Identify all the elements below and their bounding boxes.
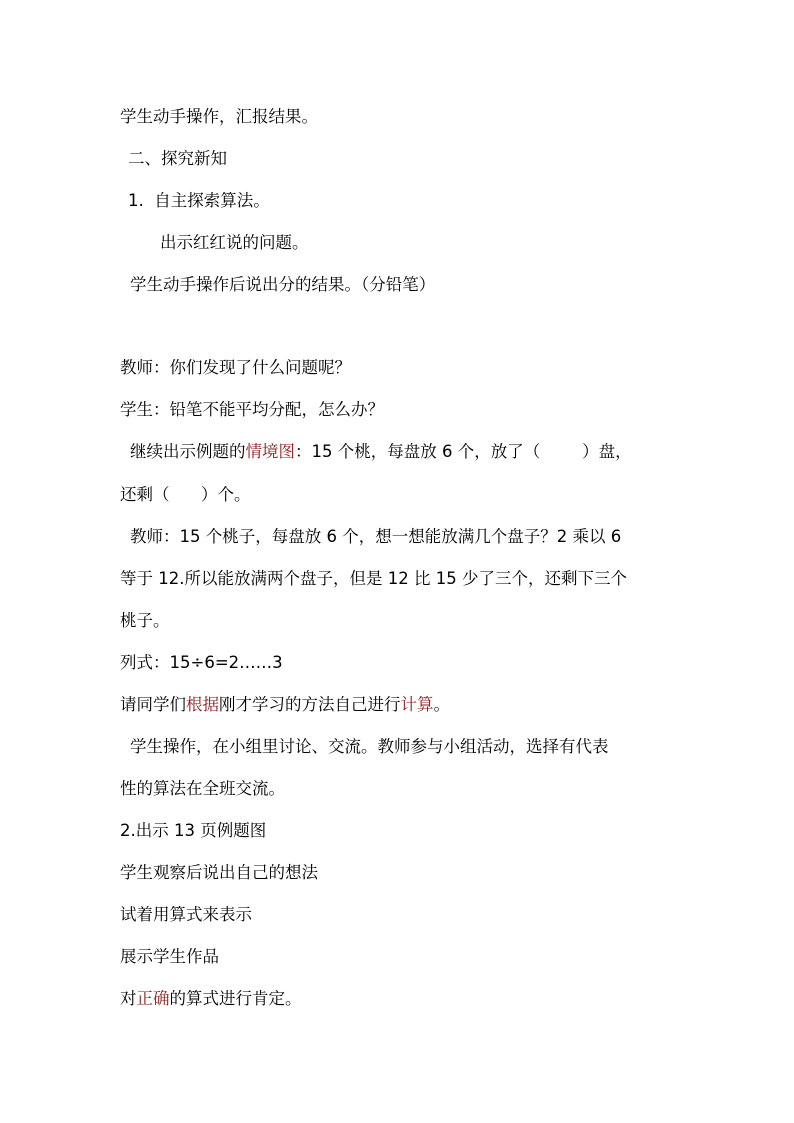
dialogue-line: 教师：15 个桃子，每盘放 6 个，想一想能放满几个盘子？2 乘以 6	[130, 527, 622, 546]
paragraph-line: 学生动手操作，汇报结果。	[120, 107, 318, 126]
highlighted-term: 情境图	[245, 442, 295, 461]
text-run: 。	[433, 695, 450, 714]
paragraph-line: 桃子。	[120, 611, 170, 630]
paragraph-line	[120, 694, 450, 716]
text-run: ：15 个桃，每盘放 6 个，放了（ ）盘，	[295, 442, 632, 461]
paragraph-line: 学生观察后说出自己的想法	[120, 863, 318, 882]
paragraph-line: 出示红红说的问题。	[160, 233, 309, 252]
text-run: 对	[120, 989, 137, 1008]
paragraph-line: 展示学生作品	[120, 947, 219, 966]
highlighted-term: 根据	[186, 695, 219, 714]
subsection-heading: 2.出示 13 页例题图	[120, 821, 267, 840]
text-run: 的算式进行肯定。	[169, 989, 302, 1008]
text-run: 继续出示例题的	[130, 442, 246, 461]
text-run: 请同学们	[120, 695, 186, 714]
paragraph-line: 还剩（ ）个。	[120, 485, 251, 504]
highlighted-term: 正确	[136, 989, 170, 1008]
dialogue-line: 学生：铅笔不能平均分配，怎么办？	[120, 400, 384, 419]
dialogue-line: 教师：你们发现了什么问题呢？	[120, 358, 351, 377]
paragraph-line: 试着用算式来表示	[120, 905, 252, 924]
paragraph-line: 性的算法在全班交流。	[120, 779, 285, 798]
equation-line: 列式：15÷6=2……3	[120, 653, 283, 672]
text-run: 刚才学习的方法自己进行	[219, 695, 401, 714]
paragraph-line	[120, 988, 302, 1010]
paragraph-line: 学生操作，在小组里讨论、交流。教师参与小组活动，选择有代表	[130, 737, 609, 756]
highlighted-term: 计算	[400, 695, 434, 714]
paragraph-line: 等于 12.所以能放满两个盘子，但是 12 比 15 少了三个，还剩下三个	[120, 569, 627, 588]
paragraph-line: 学生动手操作后说出分的结果。（分铅笔）	[130, 275, 436, 294]
subsection-heading: 1. 自主探索算法。	[128, 191, 270, 210]
section-heading: 二、探究新知	[128, 149, 227, 168]
paragraph-line	[130, 441, 632, 463]
